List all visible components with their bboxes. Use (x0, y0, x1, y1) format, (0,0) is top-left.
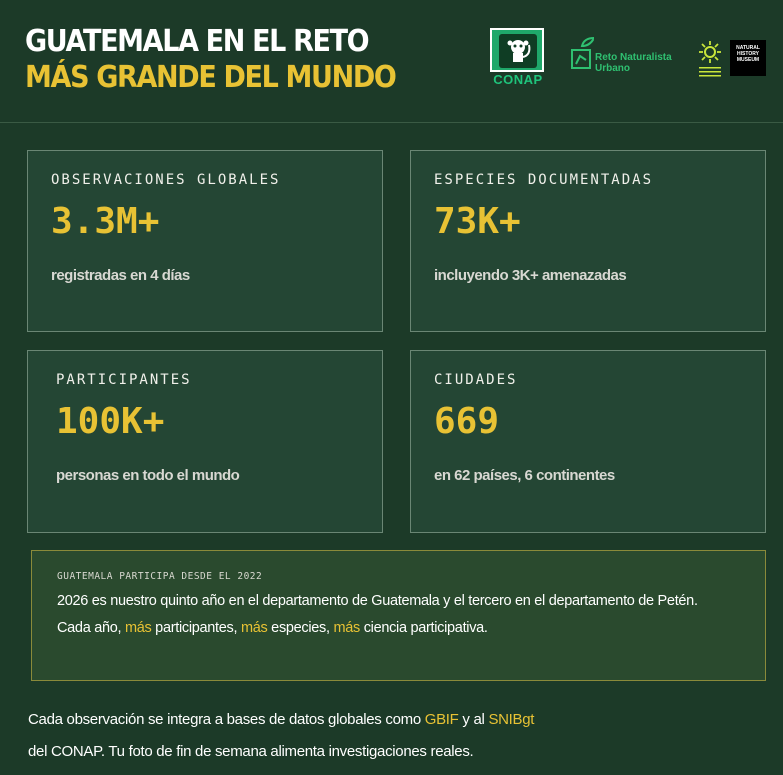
stat-value: 3.3M+ (51, 201, 160, 242)
page-title-line-2: MÁS GRANDE DEL MUNDO (25, 60, 396, 95)
stat-subtext: incluyendo 3K+ amenazadas (434, 267, 627, 284)
conap-logo (490, 28, 546, 88)
note-text: participantes, (151, 620, 241, 636)
monkey-icon (503, 37, 533, 65)
participation-note (31, 550, 766, 681)
academy-of-sciences-logo (697, 38, 723, 78)
stat-card-participantes (27, 350, 383, 533)
highlight-mas: más (333, 620, 360, 636)
snibgt-highlight: SNIBgt (488, 711, 535, 728)
leaf-building-icon (570, 36, 594, 72)
stat-label: PARTICIPANTES (56, 372, 192, 388)
stat-subtext: en 62 países, 6 continentes (434, 467, 615, 484)
note-text: especies, (267, 620, 334, 636)
page-title-line-1: GUATEMALA EN EL RETO (25, 24, 369, 59)
stat-card-observaciones (27, 150, 383, 332)
gbif-highlight: GBIF (424, 711, 459, 728)
stat-label: CIUDADES (434, 372, 518, 388)
footer-line-1 (28, 711, 534, 728)
stat-subtext: registradas en 4 días (51, 267, 190, 284)
note-line-1: 2026 es nuestro quinto año en el departamento de Guatemala y el tercero en el departamento de Petén. (57, 593, 698, 609)
reto-logo-line-1: Reto Naturalista (595, 52, 672, 63)
conap-logo-text: CONAP (493, 72, 543, 87)
note-line-2 (57, 620, 488, 636)
stat-label: ESPECIES DOCUMENTADAS (434, 172, 654, 188)
highlight-mas: más (240, 620, 268, 636)
footer-text: Cada observación se integra a bases de datos globales como (28, 711, 425, 728)
stat-value: 73K+ (434, 201, 521, 242)
stat-card-ciudades (410, 350, 766, 533)
footer-line-2: del CONAP. Tu foto de fin de semana alimenta investigaciones reales. (28, 743, 474, 760)
stat-card-especies (410, 150, 766, 332)
stat-value: 100K+ (56, 401, 165, 442)
reto-logo-line-2: Urbano (595, 63, 630, 74)
natural-history-museum-logo (730, 40, 766, 76)
stat-label: OBSERVACIONES GLOBALES (51, 172, 281, 188)
note-text: ciencia participativa. (359, 620, 488, 636)
nhm-logo-text: NATURAL HISTORY MUSEUM (736, 45, 760, 63)
stat-subtext: personas en todo el mundo (56, 467, 240, 484)
reto-naturalista-logo (570, 36, 680, 76)
header (0, 0, 783, 123)
stat-value: 669 (434, 401, 500, 442)
footer-text: y al (458, 711, 489, 728)
note-label: GUATEMALA PARTICIPA DESDE EL 2022 (57, 571, 263, 582)
highlight-mas: más (124, 620, 152, 636)
note-text: Cada año, (57, 620, 125, 636)
